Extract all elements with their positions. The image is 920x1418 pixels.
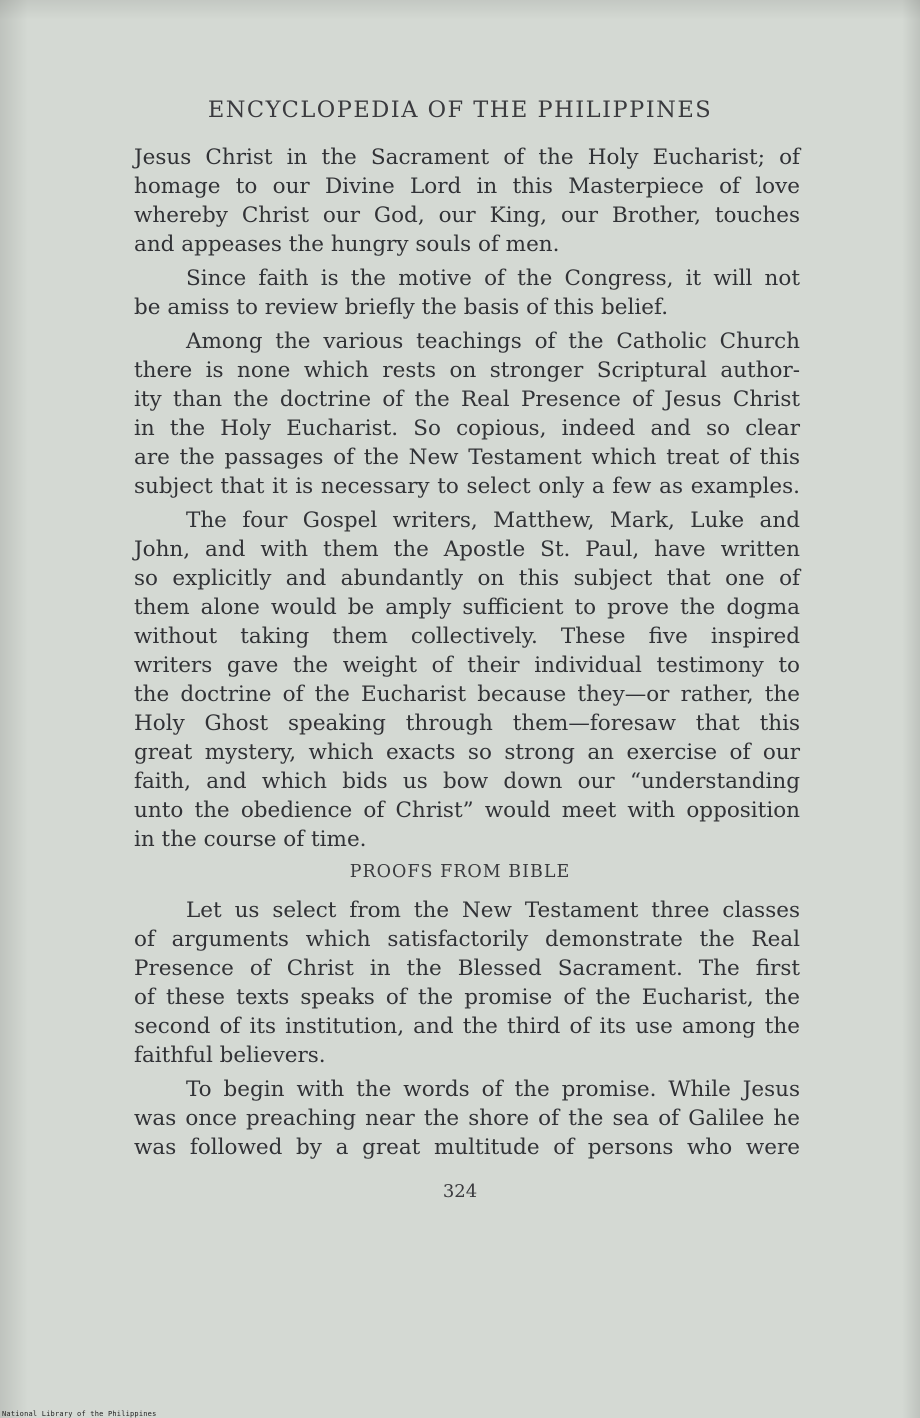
- text-line: Since faith is the motive of the Congress, it will not: [186, 266, 800, 291]
- text-line: so explicitly and abundantly on this subject that one of: [134, 566, 800, 591]
- text-line: of these texts speaks of the promise of the Eucharist, the: [134, 985, 800, 1010]
- text-line: Holy Ghost speaking through them—foresaw that this: [134, 711, 800, 736]
- text-line: The four Gospel writers, Matthew, Mark, Luke and: [186, 508, 800, 533]
- text-line: the doctrine of the Eucharist because they—or rather, the: [134, 682, 800, 707]
- text-line: in the course of time.: [134, 827, 367, 852]
- page-number: 324: [442, 1181, 478, 1202]
- paragraph: [134, 143, 800, 259]
- text-line: second of its institution, and the third of its use among the: [134, 1014, 800, 1039]
- paragraph: [134, 327, 800, 501]
- text-line: Among the various teachings of the Catholic Church: [186, 329, 800, 354]
- body-text-bottom: [134, 896, 800, 1162]
- text-line: subject that it is necessary to select only a few as examples.: [134, 474, 800, 499]
- text-line: of arguments which satisfactorily demonstrate the Real: [134, 927, 800, 952]
- paragraph: [134, 896, 800, 1070]
- text-line: whereby Christ our God, our King, our Brother, touches: [134, 203, 800, 228]
- text-line: great mystery, which exacts so strong an exercise of our: [134, 740, 800, 765]
- running-title: ENCYCLOPEDIA OF THE PHILIPPINES: [207, 97, 713, 123]
- text-line: faith, and which bids us bow down our “understanding: [134, 769, 800, 794]
- text-line: To begin with the words of the promise. While Jesus: [186, 1077, 800, 1102]
- text-line: ity than the doctrine of the Real Presence of Jesus Christ: [134, 387, 800, 412]
- text-line: there is none which rests on stronger Scriptural author-: [134, 358, 800, 383]
- text-line: without taking them collectively. These five inspired: [134, 624, 800, 649]
- text-line: are the passages of the New Testament which treat of this: [134, 445, 800, 470]
- text-line: unto the obedience of Christ” would meet with opposition: [134, 798, 800, 823]
- text-line: was once preaching near the shore of the sea of Galilee he: [134, 1106, 800, 1131]
- section-heading: PROOFS FROM BIBLE: [349, 862, 571, 882]
- text-line: Jesus Christ in the Sacrament of the Holy Eucharist; of: [134, 145, 800, 170]
- text-line: John, and with them the Apostle St. Paul, have written: [134, 537, 800, 562]
- text-line: Presence of Christ in the Blessed Sacrament. The first: [134, 956, 800, 981]
- text-line: in the Holy Eucharist. So copious, indeed and so clear: [134, 416, 800, 441]
- text-line: was followed by a great multitude of persons who were: [134, 1135, 800, 1160]
- body-text-top: [134, 143, 800, 854]
- text-line: be amiss to review briefly the basis of this belief.: [134, 295, 669, 320]
- library-credit: National Library of the Philippines: [2, 1410, 157, 1418]
- paragraph: [134, 264, 800, 322]
- text-line: and appeases the hungry souls of men.: [134, 232, 560, 257]
- text-line: them alone would be amply sufficient to prove the dogma: [134, 595, 800, 620]
- paragraph: [134, 506, 800, 854]
- paragraph: [134, 1075, 800, 1162]
- text-line: Let us select from the New Testament three classes: [186, 898, 800, 923]
- text-line: homage to our Divine Lord in this Masterpiece of love: [134, 174, 800, 199]
- text-line: faithful believers.: [134, 1043, 326, 1068]
- text-line: writers gave the weight of their individual testimony to: [134, 653, 800, 678]
